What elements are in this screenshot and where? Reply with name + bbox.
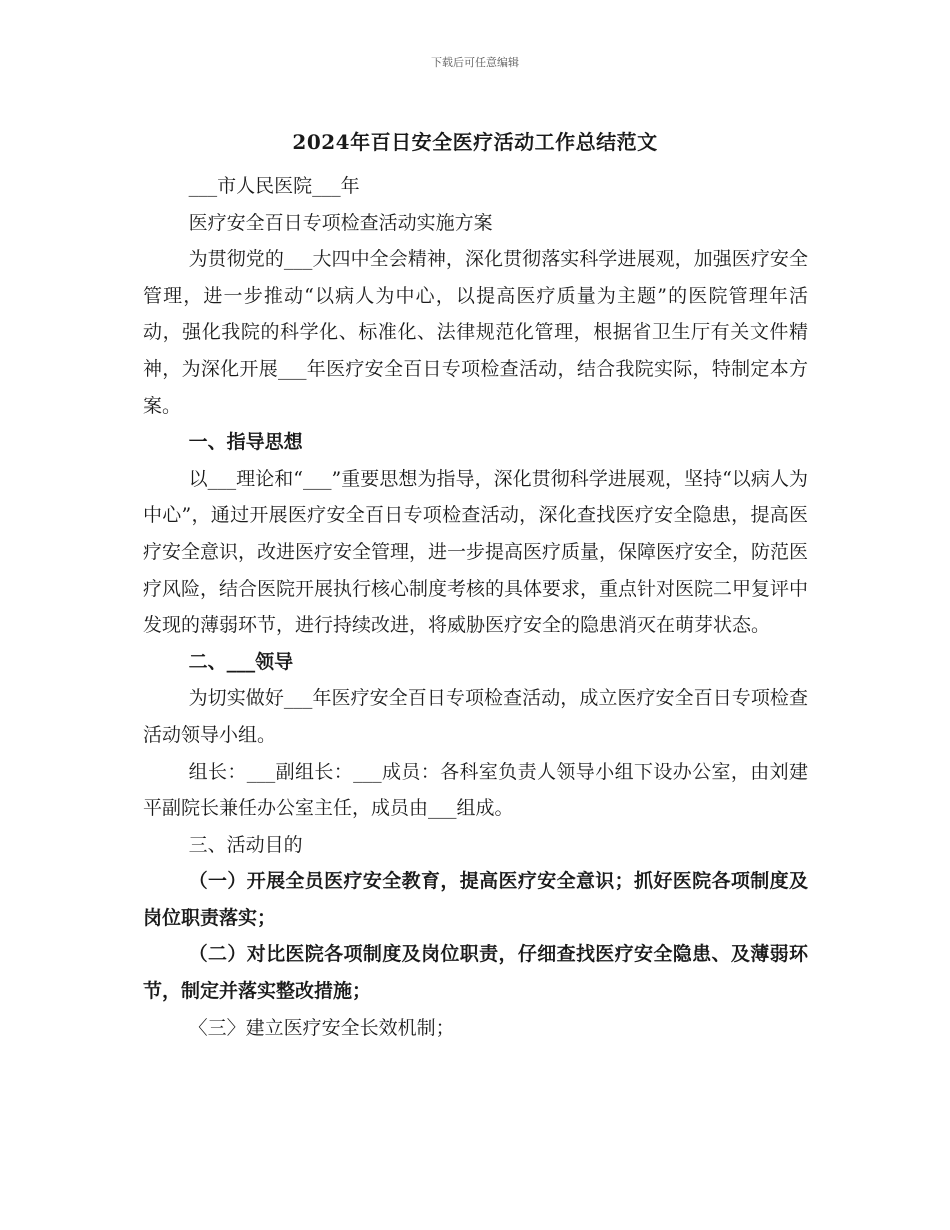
intro-paragraph: 为贯彻党的___大四中全会精神，深化贯彻落实科学进展观，加强医疗安全管理，进一步推动“以病人为中心，以提高医疗质量为主题”的医院管理年活动，强化我院的科学化、标准化、法律规范化管理，根据省卫生厅有关文件精神，为深化开展___年医疗安全百日专项检查活动，结合我院实际，特制定本方案。: [143, 248, 808, 417]
document-title: 2024年百日安全医疗活动工作总结范文: [292, 130, 658, 154]
hospital-year-line: ___市人民医院___年: [188, 175, 360, 197]
plan-subtitle: 医疗安全百日专项检查活动实施方案: [188, 211, 493, 234]
document-body: [143, 168, 808, 1046]
guiding-ideology-paragraph: 以___理论和“___”重要思想为指导，深化贯彻科学进展观，坚持“以病人为中心”，通过开展医疗安全百日专项检查活动，深化查找医疗安全隐患，提高医疗安全意识，改进医疗安全管理，进一步提高医疗质量，保障医疗安全，防范医疗风险，结合医院开展执行核心制度考核的具体要求，重点针对医院二甲复评中发现的薄弱环节，进行持续改进，将威胁医疗安全的隐患消灭在萌芽状态。: [143, 467, 809, 637]
leadership-members-paragraph: 组长：___副组长：___成员：各科室负责人领导小组下设办公室，由刘建平副院长兼任办公室主任，成员由___组成。: [143, 760, 808, 820]
purpose-item-1: （一）开展全员医疗安全教育，提高医疗安全意识；抓好医院各项制度及岗位职责落实；: [143, 870, 808, 929]
section-heading-purpose: 三、活动目的: [188, 833, 303, 856]
purpose-item-2: （二）对比医院各项制度及岗位职责，仔细查找医疗安全隐患、及薄弱环节，制定并落实整改措施；: [143, 943, 808, 1003]
leadership-paragraph: 为切实做好___年医疗安全百日专项检查活动，成立医疗安全百日专项检查活动领导小组。: [143, 687, 808, 746]
purpose-item-3: 〈三〉建立医疗安全长效机制；: [188, 1016, 455, 1039]
section-heading-guiding-ideology: 一、指导思想: [188, 431, 303, 454]
header-note: 下载后可任意编辑: [431, 56, 519, 69]
section-heading-leadership: 二、___领导: [188, 650, 294, 673]
